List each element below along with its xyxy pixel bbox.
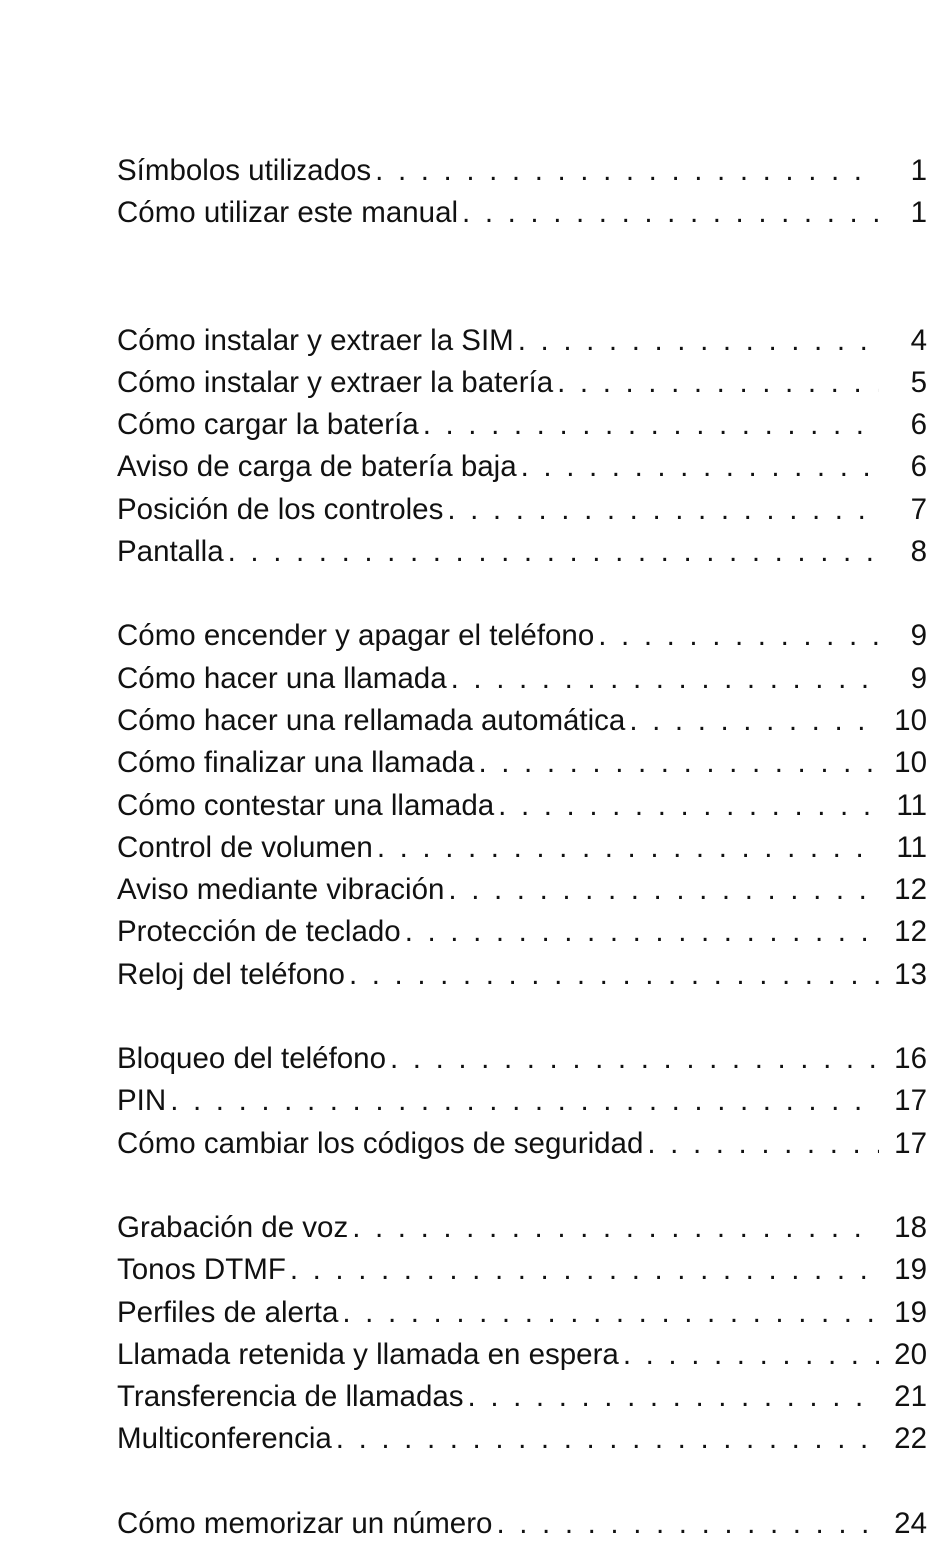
toc-entry-title: Cómo hacer una llamada [117, 661, 447, 695]
toc-entry[interactable] [117, 1334, 927, 1376]
toc-entry[interactable] [117, 785, 927, 827]
toc-group-5 [117, 1207, 927, 1461]
toc-entry-page: 17 [894, 1126, 927, 1160]
toc-entry-page: 8 [910, 535, 927, 569]
toc-entry-page: 10 [894, 746, 927, 780]
dot-leader [401, 911, 879, 953]
dot-leader [444, 869, 879, 911]
toc-entry[interactable] [117, 1080, 927, 1122]
dot-leader [492, 1503, 879, 1545]
toc-entry-page: 17 [894, 1084, 927, 1118]
toc-entry[interactable] [117, 658, 927, 700]
toc-entry[interactable] [117, 1418, 927, 1460]
toc-entry-title: Multiconferencia [117, 1422, 332, 1456]
dot-leader [166, 1080, 879, 1122]
toc-entry[interactable] [117, 1249, 927, 1291]
dot-leader [348, 1207, 879, 1249]
toc-entry-page: 6 [910, 450, 927, 484]
toc-entry[interactable] [117, 1207, 927, 1249]
toc-entry-title: Perfiles de alerta [117, 1295, 339, 1329]
toc-entry-title: Cómo finalizar una llamada [117, 746, 475, 780]
toc-entry[interactable] [117, 742, 927, 784]
dot-leader [345, 954, 879, 996]
toc-entry[interactable] [117, 954, 927, 996]
toc-entry-page: 21 [894, 1380, 927, 1414]
toc-entry-page: 20 [894, 1337, 927, 1371]
toc-entry-title: Símbolos utilizados [117, 154, 372, 187]
toc-entry-title: Aviso de carga de batería baja [117, 450, 517, 484]
toc-entry[interactable] [117, 150, 927, 192]
toc-entry-page: 9 [910, 661, 927, 695]
toc-entry-page: 4 [910, 323, 927, 357]
dot-leader [332, 1418, 879, 1460]
toc-entry[interactable] [117, 700, 927, 742]
toc-entry-page: 9 [910, 619, 927, 653]
toc-entry-page: 11 [896, 830, 927, 864]
toc-entry[interactable] [117, 362, 927, 404]
toc-entry-title: Cómo memorizar un número [117, 1506, 493, 1540]
toc-entry-title: Cómo instalar y extraer la SIM [117, 323, 514, 357]
dot-leader [474, 742, 879, 784]
toc-entry-title: Tonos DTMF [117, 1253, 286, 1287]
toc-entry-title: Control de volumen [117, 830, 373, 864]
toc-entry[interactable] [117, 869, 927, 911]
toc-entry[interactable] [117, 489, 927, 531]
toc-group-6 [117, 1503, 927, 1545]
toc-entry-page: 13 [894, 957, 927, 991]
toc-entry[interactable] [117, 192, 927, 234]
toc-entry-page: 19 [894, 1253, 927, 1287]
dot-leader [553, 362, 879, 404]
dot-leader [224, 531, 879, 573]
dot-leader [338, 1292, 879, 1334]
toc-entry-title: Cómo contestar una llamada [117, 788, 495, 822]
toc-entry-title: Aviso mediante vibración [117, 873, 445, 907]
toc-entry[interactable] [117, 1292, 927, 1334]
table-of-contents [117, 150, 927, 1545]
dot-leader [419, 404, 879, 446]
toc-entry-title: Cómo utilizar este manual [117, 196, 459, 230]
toc-entry-title: Protección de teclado [117, 915, 401, 949]
toc-entry[interactable] [117, 911, 927, 953]
dot-leader [443, 489, 879, 531]
toc-entry-title: Cómo cambiar los códigos de seguridad [117, 1126, 644, 1160]
dot-leader [371, 150, 879, 192]
toc-entry-title: Cómo hacer una rellamada automática [117, 703, 626, 737]
toc-entry-title: Bloqueo del teléfono [117, 1042, 387, 1076]
toc-entry-page: 1 [910, 154, 927, 187]
toc-entry-page: 18 [894, 1210, 927, 1244]
toc-entry-title: Transferencia de llamadas [117, 1380, 464, 1414]
toc-entry-title: Pantalla [117, 535, 224, 569]
toc-entry-title: Cómo encender y apagar el teléfono [117, 619, 595, 653]
toc-entry-page: 5 [910, 365, 927, 399]
toc-entry[interactable] [117, 1123, 927, 1165]
toc-group-2 [117, 320, 927, 574]
toc-entry[interactable] [117, 615, 927, 657]
toc-entry-page: 6 [910, 408, 927, 442]
dot-leader [386, 1038, 879, 1080]
toc-entry[interactable] [117, 320, 927, 362]
dot-leader [517, 446, 879, 488]
toc-entry[interactable] [117, 1503, 927, 1545]
toc-entry[interactable] [117, 1038, 927, 1080]
toc-entry[interactable] [117, 1376, 927, 1418]
toc-entry-page: 19 [894, 1295, 927, 1329]
toc-group-1 [117, 150, 927, 235]
toc-entry-title: PIN [117, 1084, 167, 1118]
dot-leader [594, 615, 879, 657]
toc-entry[interactable] [117, 446, 927, 488]
toc-entry[interactable] [117, 531, 927, 573]
dot-leader [619, 1334, 879, 1376]
toc-entry-title: Llamada retenida y llamada en espera [117, 1337, 619, 1371]
toc-entry-page: 22 [894, 1422, 927, 1456]
toc-entry[interactable] [117, 827, 927, 869]
dot-leader [464, 1376, 879, 1418]
toc-entry-page: 12 [894, 873, 927, 907]
toc-group-4 [117, 1038, 927, 1165]
dot-leader [494, 785, 879, 827]
toc-entry-title: Cómo instalar y extraer la batería [117, 365, 554, 399]
toc-entry[interactable] [117, 404, 927, 446]
toc-entry-page: 11 [896, 788, 927, 822]
toc-entry-page: 12 [894, 915, 927, 949]
toc-entry-page: 7 [910, 492, 927, 526]
toc-entry-page: 10 [894, 703, 927, 737]
dot-leader [458, 192, 879, 234]
toc-entry-title: Posición de los controles [117, 492, 444, 526]
dot-leader [373, 827, 879, 869]
dot-leader [514, 320, 879, 362]
dot-leader [625, 700, 879, 742]
dot-leader [286, 1249, 879, 1291]
toc-entry-page: 24 [894, 1506, 927, 1540]
dot-leader [643, 1123, 879, 1165]
toc-entry-title: Reloj del teléfono [117, 957, 345, 991]
toc-entry-page: 1 [910, 196, 927, 230]
toc-group-3 [117, 615, 927, 996]
toc-entry-title: Grabación de voz [117, 1210, 349, 1244]
toc-entry-title: Cómo cargar la batería [117, 408, 419, 442]
dot-leader [447, 658, 879, 700]
toc-entry-page: 16 [894, 1042, 927, 1076]
